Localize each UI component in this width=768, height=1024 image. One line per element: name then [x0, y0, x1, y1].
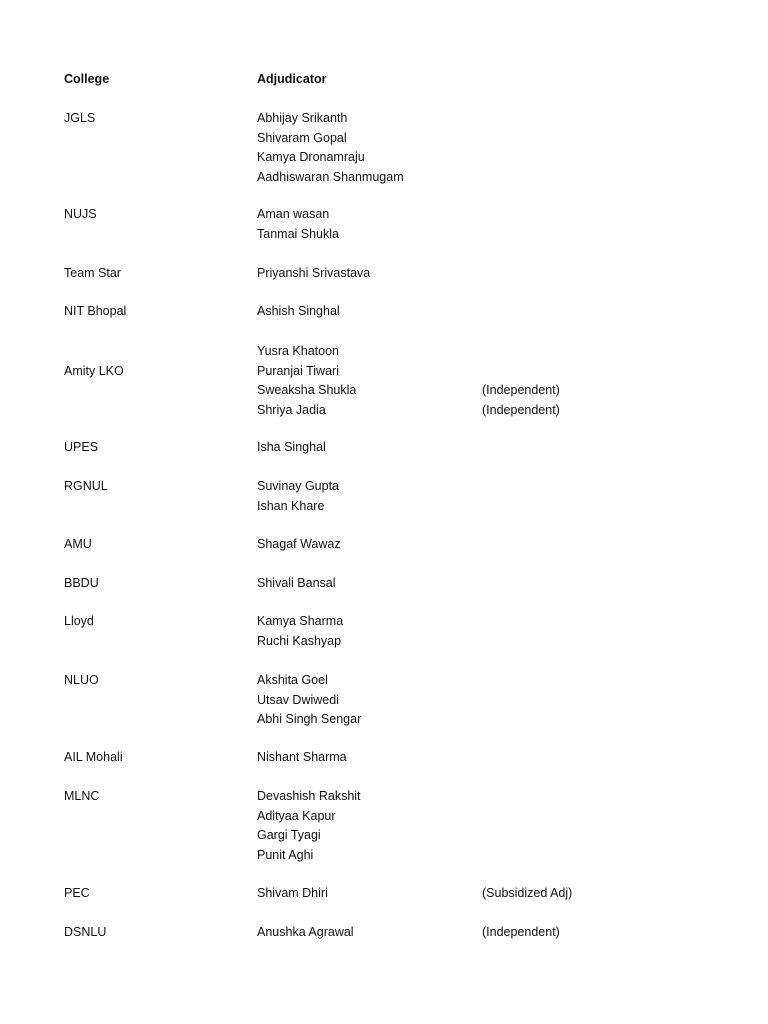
college-name: JGLS: [64, 111, 96, 125]
college-name: BBDU: [64, 576, 99, 590]
adjudicator-note: (Subsidized Adj): [482, 886, 573, 900]
college-name: MLNC: [64, 789, 100, 803]
college-name: AIL Mohali: [64, 750, 123, 764]
college-header: College: [64, 72, 110, 86]
adjudicator-name: Suvinay Gupta: [257, 479, 339, 493]
adjudicator-name: Kamya Dronamraju: [257, 150, 365, 164]
adjudicator-name: Adityaa Kapur: [257, 808, 336, 823]
adjudicator-name: Nishant Sharma: [257, 750, 347, 764]
adjudicator-name: Shivali Bansal: [257, 576, 336, 590]
adjudicator-name: Ashish Singhal: [257, 304, 340, 318]
adjudicator-name: Punit Aghi: [257, 847, 314, 862]
college-name: RGNUL: [64, 479, 108, 493]
adjudicator-note: (Independent): [482, 925, 560, 939]
adjudicator-name: Aman wasan: [257, 207, 330, 221]
adjudicator-name: Kamya Sharma: [257, 614, 344, 628]
adjudicator-name: Aadhiswaran Shanmugam: [257, 169, 404, 184]
adjudicator-name: Devashish Rakshit: [257, 789, 361, 803]
adjudicator-name: Shriya Jadia: [257, 402, 326, 417]
adjudicator-name: Anushka Agrawal: [257, 925, 354, 939]
college-name: Amity LKO: [64, 363, 124, 378]
adjudicator-note: (Independent): [482, 383, 560, 397]
college-name: AMU: [64, 537, 92, 551]
adjudicator-name: Ruchi Kashyap: [257, 633, 342, 648]
college-name: NIT Bhopal: [64, 304, 127, 318]
adjudicator-name: Utsav Dwiwedi: [257, 692, 339, 707]
adjudicator-name: Shivaram Gopal: [257, 130, 347, 145]
adjudicator-name: Tanmai Shukla: [257, 226, 339, 241]
adjudicator-header: Adjudicator: [257, 72, 327, 86]
college-name: Team Star: [64, 266, 121, 280]
college-name: DSNLU: [64, 925, 107, 939]
adjudicator-name: Sweaksha Shukla: [257, 383, 357, 397]
adjudicator-name: Priyanshi Srivastava: [257, 266, 371, 280]
adjudicator-name: Gargi Tyagi: [257, 828, 321, 842]
adjudicator-name: Shivam Dhiri: [257, 886, 328, 900]
college-name: UPES: [64, 440, 99, 454]
adjudicator-name: Puranjai Tiwari: [257, 363, 339, 378]
adjudicator-name: Ishan Khare: [257, 498, 325, 513]
adjudicator-name: Abhi Singh Sengar: [257, 712, 362, 726]
college-name: Lloyd: [64, 614, 94, 628]
adjudicator-name: Akshita Goel: [257, 673, 328, 687]
adjudicator-name: Yusra Khatoon: [257, 344, 340, 358]
college-name: PEC: [64, 886, 90, 900]
adjudicator-name: Isha Singhal: [257, 440, 326, 454]
adjudicator-name: Shagaf Wawaz: [257, 537, 341, 551]
college-name: NUJS: [64, 207, 97, 221]
adjudicator-note: (Independent): [482, 402, 560, 417]
adjudicator-name: Abhijay Srikanth: [257, 111, 348, 125]
college-name: NLUO: [64, 673, 99, 687]
